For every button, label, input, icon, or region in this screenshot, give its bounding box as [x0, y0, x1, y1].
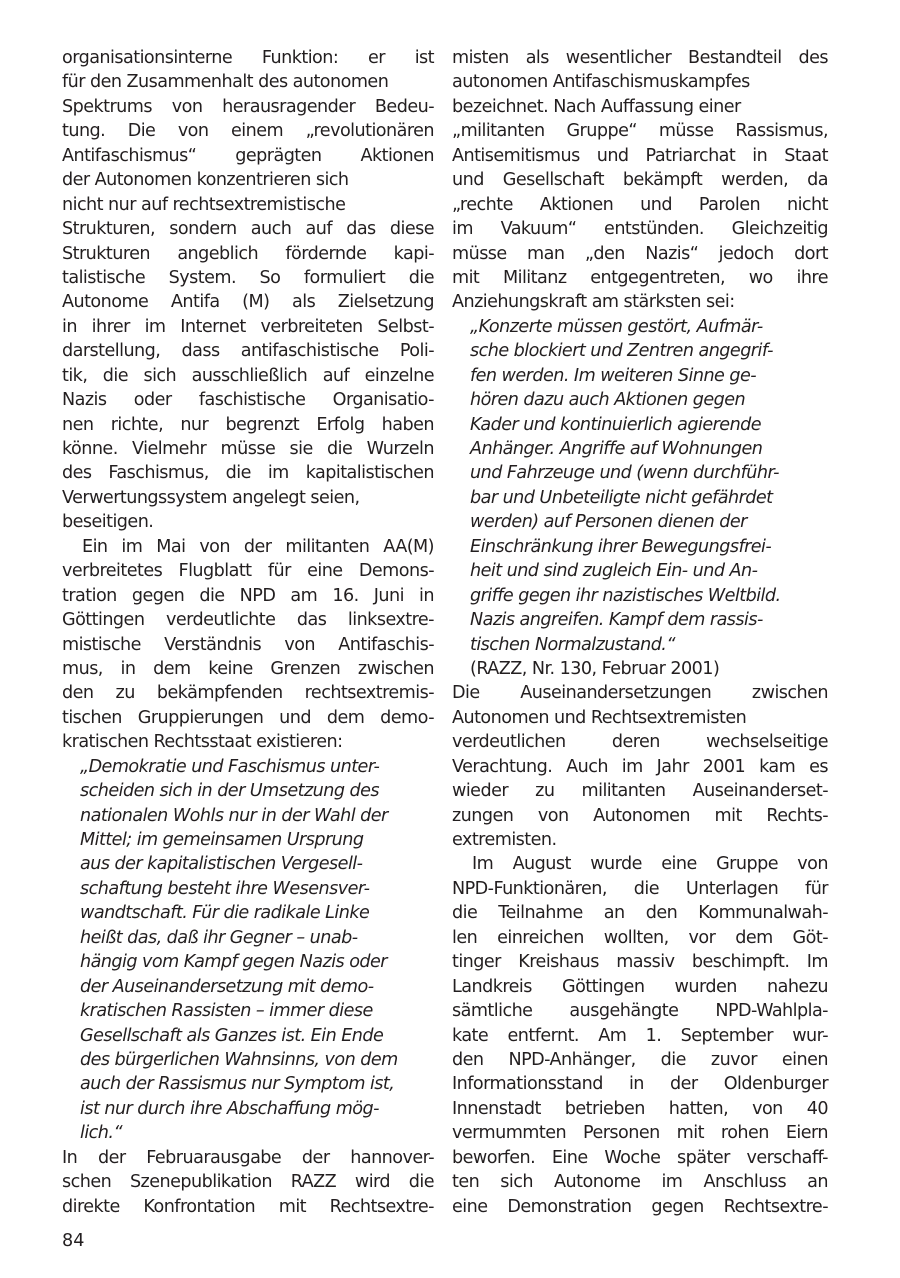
left-column-line: tik, die sich ausschließlich auf einzelne: [62, 365, 434, 386]
left-column-line: Göttingen verdeutlichte das linksextre-: [62, 610, 434, 631]
left-column-line: der Auseinandersetzung mit demo-: [80, 976, 374, 997]
right-column-line: sche blockiert und Zentren angegrif-: [470, 341, 773, 362]
left-column-line: Ein im Mai von der militanten AA(M): [82, 536, 434, 557]
right-column-line: mit Militanz entgegentreten, wo ihre: [452, 267, 828, 288]
left-column-line: tischen Gruppierungen und dem demo-: [62, 707, 434, 728]
left-column-line: ist nur durch ihre Abschaffung mög-: [80, 1098, 379, 1119]
left-column-line: Gesellschaft als Ganzes ist. Ein Ende: [80, 1025, 384, 1046]
left-column-line: nen richte, nur begrenzt Erfolg haben: [62, 414, 434, 435]
right-column-line: und Gesellschaft bekämpft werden, da: [452, 170, 828, 191]
right-column-line: Kader und kontinuierlich agierende: [470, 414, 762, 435]
right-column-line: vermummten Personen mit rohen Eiern: [452, 1123, 828, 1144]
left-column-line: auch der Rassismus nur Symptom ist,: [80, 1074, 395, 1095]
right-column-line: griffe gegen ihr nazistisches Weltbild.: [470, 585, 781, 606]
right-column-line: NPD-Funktionären, die Unterlagen für: [452, 878, 828, 899]
left-column-line: talistische System. So formuliert die: [62, 267, 434, 288]
left-column-line: des Faschismus, die im kapitalistischen: [62, 463, 434, 484]
left-column-line: beseitigen.: [62, 512, 154, 533]
left-column-line: mistische Verständnis von Antifaschis-: [62, 634, 434, 655]
left-column-line: nicht nur auf rechtsextremistische: [62, 194, 346, 215]
left-column-line: der Autonomen konzentrieren sich: [62, 170, 349, 191]
right-column-line: Die Auseinandersetzungen zwischen: [452, 683, 828, 704]
left-column-line: mus, in dem keine Grenzen zwischen: [62, 658, 434, 679]
right-column-line: wieder zu militanten Auseinanderset-: [452, 781, 828, 802]
right-column-line: (RAZZ, Nr. 130, Februar 2001): [470, 658, 720, 679]
right-column-line: heit und sind zugleich Ein- und An-: [470, 561, 758, 582]
left-column-line: scheiden sich in der Umsetzung des: [80, 781, 380, 802]
right-column-line: len einreichen wollten, vor dem Göt-: [452, 927, 828, 948]
left-column-line: den zu bekämpfenden rechtsextremis-: [62, 683, 434, 704]
page-number: 84: [62, 1231, 85, 1251]
right-column-line: misten als wesentlicher Bestandteil des: [452, 48, 828, 68]
left-column-line: organisationsinterne Funktion: er ist: [62, 48, 434, 68]
left-column-line: schen Szenepublikation RAZZ wird die: [62, 1172, 434, 1193]
right-column-line: Autonomen und Rechtsextremisten: [452, 707, 747, 728]
right-column-line: Antisemitismus und Patriarchat in Staat: [452, 145, 828, 166]
right-column-line: bezeichnet. Nach Auffassung einer: [452, 96, 741, 117]
right-text-column: [452, 46, 828, 1219]
right-column-line: eine Demonstration gegen Rechtsextre-: [452, 1196, 828, 1217]
right-column-line: extremisten.: [452, 830, 557, 850]
right-column-line: Nazis angreifen. Kampf dem rassis-: [470, 610, 763, 631]
right-column-line: den NPD-Anhänger, die zuvor einen: [452, 1049, 828, 1070]
right-column-line: die Teilnahme an den Kommunalwah-: [452, 903, 828, 924]
right-column-line: tischen Normalzustand.“: [470, 634, 675, 655]
right-column-line: Anhänger. Angriffe auf Wohnungen: [470, 439, 763, 459]
left-column-line: kratischen Rassisten – immer diese: [80, 1001, 373, 1022]
left-column-line: heißt das, daß ihr Gegner – unab-: [80, 927, 358, 948]
left-column-line: Verwertungssystem angelegt seien,: [62, 487, 360, 508]
left-column-line: lich.“: [80, 1123, 123, 1144]
right-column-line: müsse man „den Nazis“ jedoch dort: [452, 243, 828, 264]
right-column-line: tinger Kreishaus massiv beschimpft. Im: [452, 952, 828, 973]
right-column-line: hören dazu auch Aktionen gegen: [470, 390, 746, 411]
right-column-line: zungen von Autonomen mit Rechts-: [452, 805, 828, 826]
left-column-line: aus der kapitalistischen Vergesell-: [80, 854, 363, 875]
right-column-line: im Vakuum“ entstünden. Gleichzeitig: [452, 219, 828, 240]
left-column-line: tration gegen die NPD am 16. Juni in: [62, 585, 434, 606]
left-column-line: kratischen Rechtsstaat existieren:: [62, 732, 343, 753]
right-column-line: „Konzerte müssen gestört, Aufmär-: [470, 316, 763, 337]
left-column-line: für den Zusammenhalt des autonomen: [62, 72, 389, 93]
right-column-line: Innenstadt betrieben hatten, von 40: [452, 1098, 828, 1119]
left-column-line: verbreitetes Flugblatt für eine Demons-: [62, 561, 434, 582]
right-column-line: fen werden. Im weiteren Sinne ge-: [470, 365, 757, 386]
right-column-line: „militanten Gruppe“ müsse Rassismus,: [452, 121, 828, 142]
left-column-line: Strukturen angeblich fördernde kapi-: [62, 243, 434, 264]
right-column-line: Im August wurde eine Gruppe von: [472, 854, 828, 875]
left-column-line: nationalen Wohls nur in der Wahl der: [80, 805, 388, 826]
right-column-line: Informationsstand in der Oldenburger: [452, 1074, 828, 1095]
left-column-line: Spektrums von herausragender Bedeu-: [62, 96, 434, 117]
right-column-line: „rechte Aktionen und Parolen nicht: [452, 194, 828, 215]
right-column-line: Anziehungskraft am stärksten sei:: [452, 292, 735, 313]
right-column-line: Einschränkung ihrer Bewegungsfrei-: [470, 536, 772, 557]
left-column-line: in ihrer im Internet verbreiteten Selbst-: [62, 316, 434, 337]
right-column-line: Verachtung. Auch im Jahr 2001 kam es: [452, 756, 828, 777]
left-column-line: könne. Vielmehr müsse sie die Wurzeln: [62, 439, 434, 459]
right-column-line: kate entfernt. Am 1. September wur-: [452, 1025, 828, 1046]
left-column-line: Autonome Antifa (M) als Zielsetzung: [62, 292, 434, 313]
left-column-line: schaftung besteht ihre Wesensver-: [80, 878, 370, 899]
left-column-line: Antifaschismus“ geprägten Aktionen: [62, 145, 434, 166]
left-column-line: „Demokratie und Faschismus unter-: [80, 756, 380, 777]
right-column-line: und Fahrzeuge und (wenn durchführ-: [470, 463, 779, 484]
left-column-line: tung. Die von einem „revolutionären: [62, 121, 434, 142]
right-column-line: ten sich Autonome im Anschluss an: [452, 1172, 828, 1193]
left-column-line: Strukturen, sondern auch auf das diese: [62, 219, 434, 240]
right-column-line: Landkreis Göttingen wurden nahezu: [452, 976, 828, 997]
left-column-line: Mittel; im gemeinsamen Ursprung: [80, 830, 364, 850]
left-column-line: direkte Konfrontation mit Rechtsextre-: [62, 1196, 434, 1217]
left-text-column: [62, 46, 434, 1219]
left-column-line: darstellung, dass antifaschistische Poli-: [62, 341, 434, 362]
right-column-line: verdeutlichen deren wechselseitige: [452, 732, 828, 753]
right-column-line: sämtliche ausgehängte NPD-Wahlpla-: [452, 1001, 828, 1022]
right-column-line: bar und Unbeteiligte nicht gefährdet: [470, 487, 773, 508]
left-column-line: Nazis oder faschistische Organisatio-: [62, 390, 434, 411]
left-column-line: des bürgerlichen Wahnsinns, von dem: [80, 1049, 398, 1070]
right-column-line: werden) auf Personen dienen der: [470, 512, 747, 533]
right-column-line: beworfen. Eine Woche später verschaff-: [452, 1147, 828, 1168]
left-column-line: hängig vom Kampf gegen Nazis oder: [80, 952, 387, 973]
left-column-line: wandtschaft. Für die radikale Linke: [80, 903, 370, 924]
left-column-line: In der Februarausgabe der hannover-: [62, 1147, 434, 1168]
right-column-line: autonomen Antifaschismuskampfes: [452, 72, 750, 93]
